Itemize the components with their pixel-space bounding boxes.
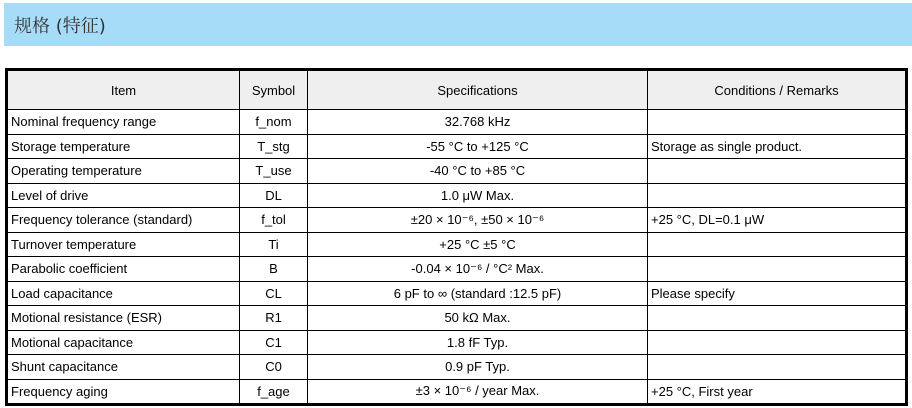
table-row bbox=[8, 257, 906, 282]
cell-remarks: Storage as single product. bbox=[648, 134, 906, 159]
cell-remarks bbox=[648, 355, 906, 380]
table-row bbox=[8, 232, 906, 257]
column-header-remarks: Conditions / Remarks bbox=[648, 71, 906, 110]
cell-remarks bbox=[648, 159, 906, 184]
cell-specification: 1.0 μW Max. bbox=[308, 183, 648, 208]
cell-symbol: T_use bbox=[240, 159, 308, 184]
cell-item: Frequency aging bbox=[8, 379, 240, 404]
table-row bbox=[8, 355, 906, 380]
cell-item: Parabolic coefficient bbox=[8, 257, 240, 282]
cell-specification: -40 °C to +85 °C bbox=[308, 159, 648, 184]
cell-item: Frequency tolerance (standard) bbox=[8, 208, 240, 233]
cell-item: Turnover temperature bbox=[8, 232, 240, 257]
cell-symbol: C0 bbox=[240, 355, 308, 380]
cell-remarks bbox=[648, 257, 906, 282]
table-row bbox=[8, 330, 906, 355]
cell-item: Motional capacitance bbox=[8, 330, 240, 355]
cell-remarks bbox=[648, 232, 906, 257]
cell-item: Motional resistance (ESR) bbox=[8, 306, 240, 331]
cell-remarks: Please specify bbox=[648, 281, 906, 306]
cell-remarks: +25 °C, First year bbox=[648, 379, 906, 404]
cell-remarks bbox=[648, 330, 906, 355]
table-header-row bbox=[8, 71, 906, 110]
cell-specification: -55 °C to +125 °C bbox=[308, 134, 648, 159]
cell-symbol: R1 bbox=[240, 306, 308, 331]
cell-symbol: C1 bbox=[240, 330, 308, 355]
cell-remarks: +25 °C, DL=0.1 μW bbox=[648, 208, 906, 233]
cell-remarks bbox=[648, 183, 906, 208]
cell-item: Nominal frequency range bbox=[8, 110, 240, 135]
page-title: 规格 (特征) bbox=[14, 15, 106, 37]
cell-item: Shunt capacitance bbox=[8, 355, 240, 380]
table-row bbox=[8, 110, 906, 135]
cell-item: Load capacitance bbox=[8, 281, 240, 306]
cell-specification: 6 pF to ∞ (standard :12.5 pF) bbox=[308, 281, 648, 306]
cell-symbol: f_age bbox=[240, 379, 308, 404]
cell-specification: 1.8 fF Typ. bbox=[308, 330, 648, 355]
cell-remarks bbox=[648, 110, 906, 135]
cell-item: Operating temperature bbox=[8, 159, 240, 184]
cell-symbol: T_stg bbox=[240, 134, 308, 159]
cell-symbol: DL bbox=[240, 183, 308, 208]
table-row bbox=[8, 281, 906, 306]
cell-specification: 32.768 kHz bbox=[308, 110, 648, 135]
table-row bbox=[8, 159, 906, 184]
cell-remarks bbox=[648, 306, 906, 331]
cell-specification: +25 °C ±5 °C bbox=[308, 232, 648, 257]
table-row bbox=[8, 306, 906, 331]
column-header-specifications: Specifications bbox=[308, 71, 648, 110]
table-row bbox=[8, 208, 906, 233]
cell-specification: 50 kΩ Max. bbox=[308, 306, 648, 331]
specifications-table bbox=[7, 70, 906, 404]
cell-symbol: CL bbox=[240, 281, 308, 306]
page-header-banner bbox=[4, 3, 912, 46]
column-header-item: Item bbox=[8, 71, 240, 110]
table-row bbox=[8, 134, 906, 159]
column-header-symbol: Symbol bbox=[240, 71, 308, 110]
cell-specification: 0.9 pF Typ. bbox=[308, 355, 648, 380]
cell-symbol: f_tol bbox=[240, 208, 308, 233]
cell-specification: -0.04 × 10⁻⁶ / °C² Max. bbox=[308, 257, 648, 282]
cell-specification: ±20 × 10⁻⁶, ±50 × 10⁻⁶ bbox=[308, 208, 648, 233]
cell-specification: ±3 × 10⁻⁶ / year Max. bbox=[308, 379, 648, 404]
table-row bbox=[8, 183, 906, 208]
cell-symbol: f_nom bbox=[240, 110, 308, 135]
table-row bbox=[8, 379, 906, 404]
cell-symbol: Ti bbox=[240, 232, 308, 257]
cell-item: Level of drive bbox=[8, 183, 240, 208]
cell-item: Storage temperature bbox=[8, 134, 240, 159]
cell-symbol: B bbox=[240, 257, 308, 282]
